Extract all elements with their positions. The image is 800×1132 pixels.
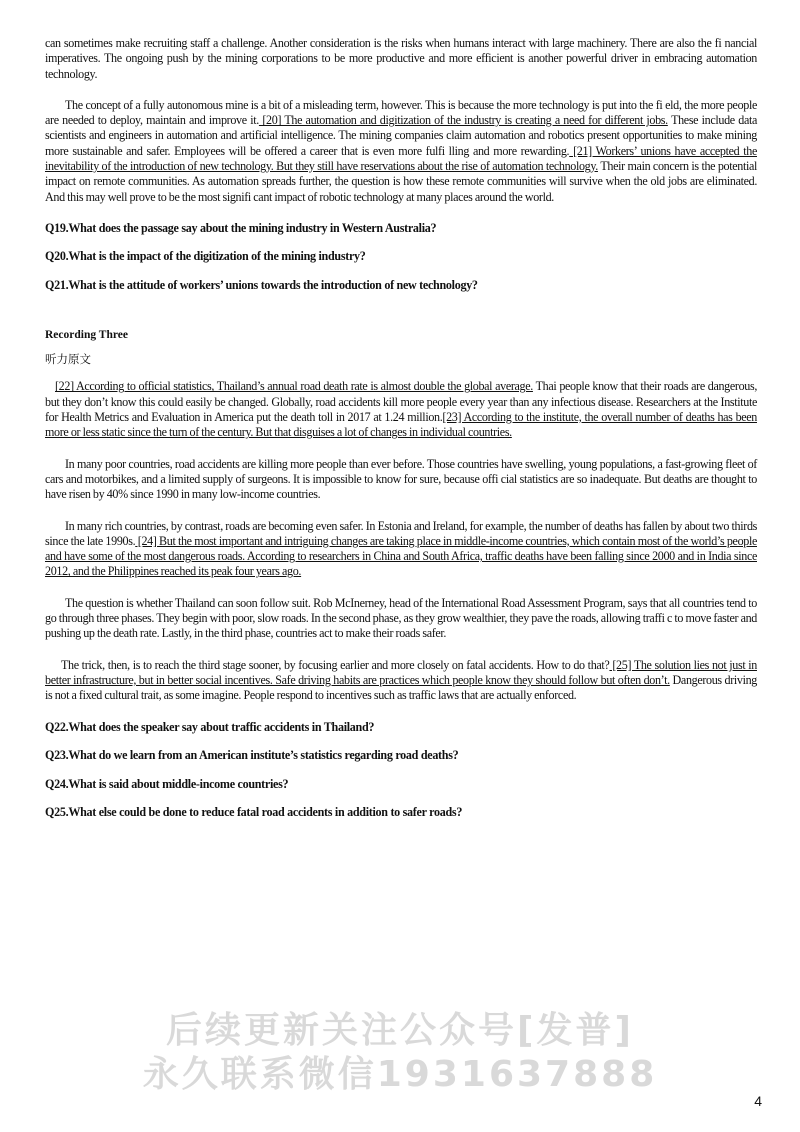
text-segment: Dangerous driving is not a fixed cultural trait, as some imagine. People respond to incentives such as traffic laws that are actually enforced. [45,672,757,703]
question-20: Q20.What is the impact of the digitization of the mining industry? [45,249,366,264]
recording-three-paragraph-4: The question is whether Thailand can soon follow suit. Rob McInerney, head of the International Road Assessment Program, says that all countries tend to go through three phases. They begin with poor, slow roads. In the second phase, as they grow wealthier, they pave the roads, allowing traffi c to move faster and pushing up the death rate. Lastly, in the third phase, countries act to make their roads safer. [45,595,757,641]
recording-three-paragraph-5 [45,658,757,704]
text-segment: These include data scientists and engineers in automation and artificial intelligence. The mining companies claim automation and robotics present opportunities to make mining more sustainable and safer. Employees will be offered a career that is even more fulfi lling and more rewarding. [45,113,757,158]
answer-underline-23: [23] According to the institute, the overall number of deaths has been more or less static since the turn of the century. But that disguises a lot of changes in individual countries. [45,410,757,440]
recording-three-paragraph-2: In many poor countries, road accidents are killing more people than ever before. Those countries have swelling, young populations, a fast-growing fleet of cars and motorbikes, and a limited supply of surgeons. It is impossible to know for sure, because offi cial statistics are so inadequate. But deaths are thought to have risen by 40% since 1990 in many low-income countries. [45,456,757,502]
recording-three-paragraph-3 [45,519,757,580]
question-25: Q25.What else could be done to reduce fatal road accidents in addition to safer roads? [45,805,463,820]
section-title: Recording Three [45,329,128,342]
watermark-line-1: 后续更新关注公众号[发普] [166,1010,634,1051]
question-24: Q24.What is said about middle-income countries? [45,776,289,791]
recording-three-paragraph-1 [45,379,757,440]
recording-two-paragraph-2 [45,98,757,205]
recording-two-paragraph-1: can sometimes make recruiting staff a challenge. Another consideration is the risks when humans interact with large machinery. There are also the fi nancial imperatives. The ongoing push by the mining corporations to be more productive and more efficient is another powerful driver in embracing automation technology. [45,36,757,81]
answer-underline-21: [21] Workers’ unions have accepted the inevitability of the introduction of new technology. But they still have reservations about the rise of automation technology. [45,143,757,174]
question-23: Q23.What do we learn from an American institute’s statistics regarding road deaths? [45,748,459,763]
text-segment: The concept of a fully autonomous mine is a bit of a misleading term, however. This is because the more technology is put into the fi eld, the more people are needed to deploy, maintain and improve it. [45,97,757,128]
watermark-line-2: 永久联系微信1931637888 [142,1054,658,1095]
text-segment: In many rich countries, by contrast, roads are becoming even safer. In Estonia and Ireland, for example, the number of deaths has fallen by about two thirds since the late 1990s. [45,518,757,548]
text-segment: Their main concern is the potential impact on remote communities. As automation spreads further, the question is how these remote communities will survive when the old jobs are eliminated. And this may well prove to be the most signifi cant impact of robotic technology at many places around the world. [45,159,757,204]
question-22: Q22.What does the speaker say about traffic accidents in Thailand? [45,719,375,734]
answer-underline-25: [25] The solution lies not just in better infrastructure, but in better social incentives. Safe driving habits are practices which people know they should follow but often don’t. [45,657,757,687]
text-segment: The trick, then, is to reach the third stage sooner, by focusing earlier and more closely on fatal accidents. How to do that? [61,657,610,672]
answer-underline-22: [22] According to official statistics, Thailand’s annual road death rate is almost double the global average. [55,379,533,394]
text-segment: Thai people know that their roads are dangerous, but they don’t know this could easily be changed. Globally, road accidents kill more people every year than any infectious disease. Researchers at the Institute for Health Metrics and Evaluation in America put the death toll in 2017 at 1.24 million. [45,379,757,425]
page-number: 4 [754,1093,762,1109]
transcript-label: 听力原文 [45,352,91,367]
page-content [45,36,757,834]
answer-underline-20: [20] The automation and digitization of the industry is creating a need for different jobs. [258,113,668,128]
question-19: Q19.What does the passage say about the mining industry in Western Australia? [45,220,437,235]
answer-underline-24: [24] But the most important and intriguing changes are taking place in middle-income countries, which contain most of the world’s people and have some of the most dangerous roads. According to researchers in China and South Africa, traffic deaths have been falling since 2000 and in India since 2012, and the Philippines reached its peak four years ago. [45,533,757,579]
question-21: Q21.What is the attitude of workers’ unions towards the introduction of new technology? [45,277,478,292]
